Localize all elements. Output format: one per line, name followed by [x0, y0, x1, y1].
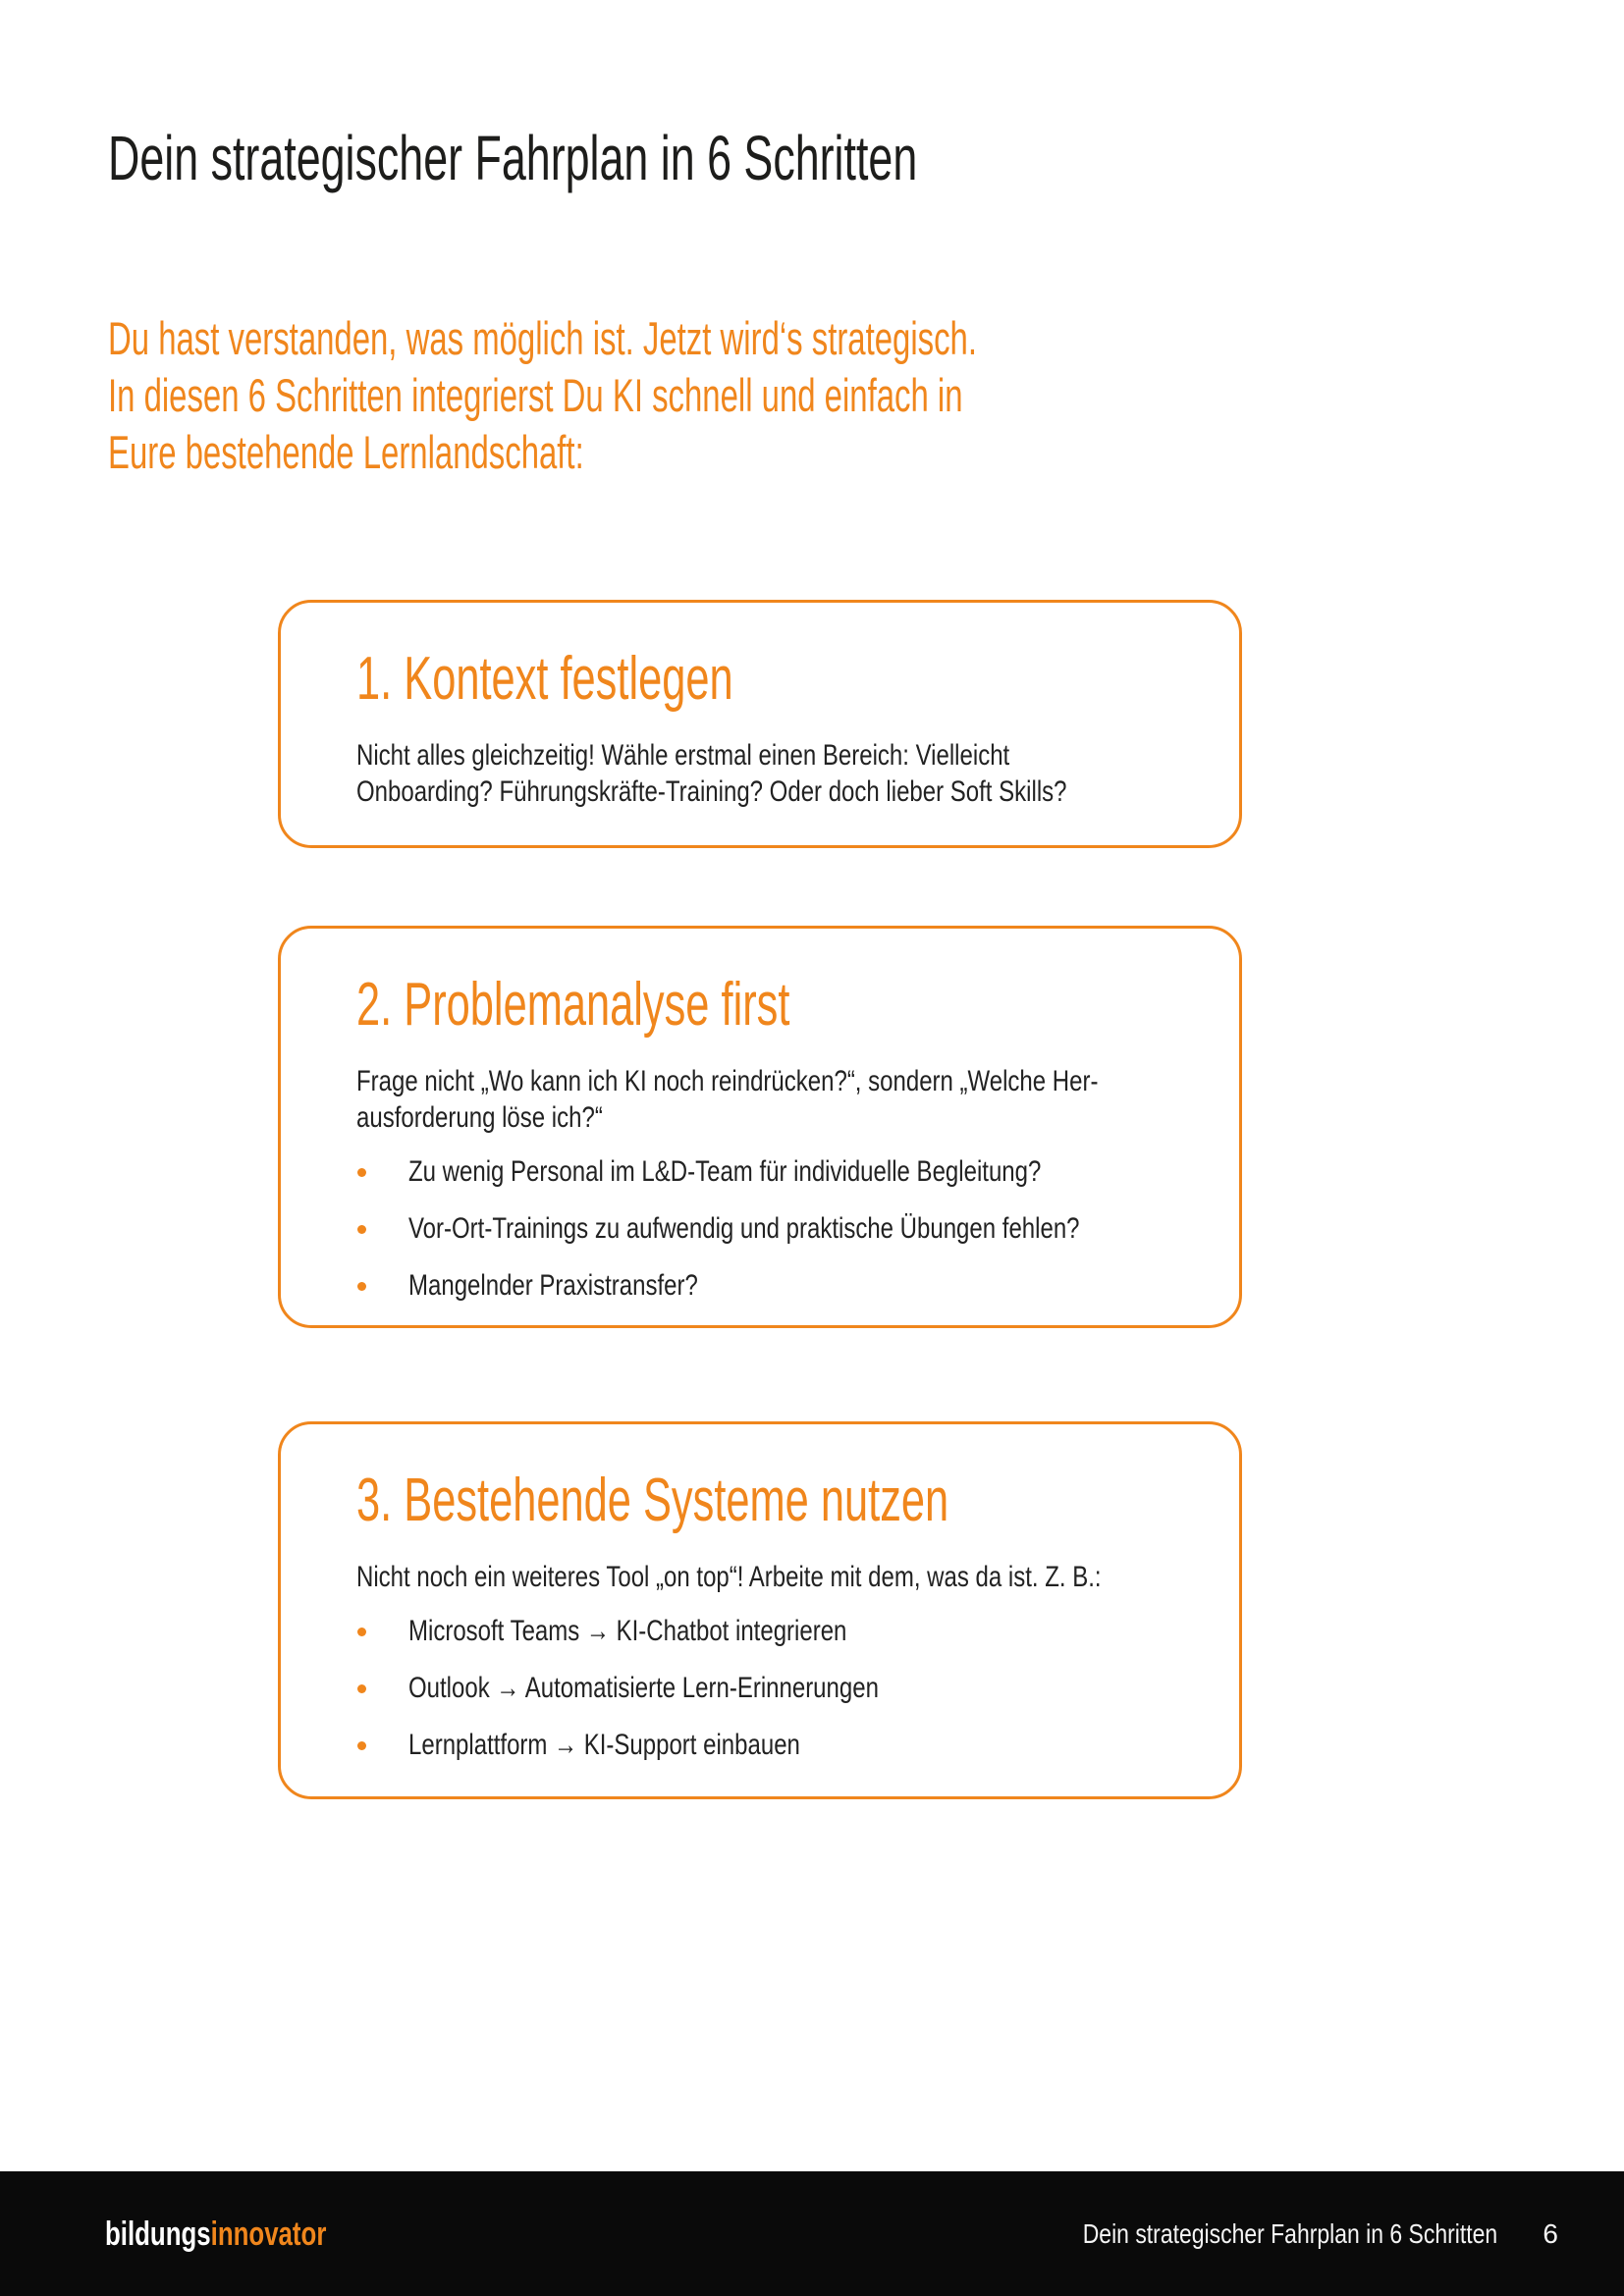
- body-line: [356, 1099, 1239, 1136]
- bullet-dot-icon: [357, 1168, 366, 1177]
- bullet-item-text: Mangelnder Praxistransfer?: [408, 1269, 698, 1302]
- body-line-text: Nicht alles gleichzeitig! Wähle erstmal einen Bereich: Vielleicht: [356, 739, 1010, 772]
- body-line: [356, 1559, 1239, 1595]
- step-3-body: [356, 1559, 1239, 1595]
- intro-line: [108, 424, 1349, 481]
- footer-bar: [0, 2171, 1624, 2296]
- bullet-item: [281, 1660, 1239, 1717]
- step-box-2: [278, 926, 1242, 1328]
- step-1-heading: [356, 645, 1239, 713]
- intro-line: [108, 367, 1349, 424]
- bullet-dot-icon: [357, 1282, 366, 1291]
- intro-line-text: In diesen 6 Schritten integrierst Du KI schnell und einfach in: [108, 369, 963, 421]
- bullet-dot-icon: [357, 1741, 366, 1750]
- body-line-text: ausforderung löse ich?“: [356, 1101, 603, 1134]
- bullet-item-text: Lernplattform → KI-Support einbauen: [408, 1729, 800, 1761]
- step-2-bullet-list: [281, 1144, 1239, 1314]
- bullet-dot-icon: [357, 1628, 366, 1636]
- brand-logo: [105, 2215, 326, 2254]
- footer-doc-title: Dein strategischer Fahrplan in 6 Schritten: [1082, 2217, 1498, 2249]
- intro-line-text: Eure bestehende Lernlandschaft:: [108, 426, 584, 478]
- step-2-heading-text: 2. Problemanalyse first: [356, 971, 790, 1039]
- body-line-text: Nicht noch ein weiteres Tool „on top“! Arbeite mit dem, was da ist. Z. B.:: [356, 1561, 1102, 1593]
- bullet-dot-icon: [357, 1225, 366, 1234]
- body-line: [356, 774, 1239, 810]
- page-title: [108, 123, 1264, 193]
- step-2-body: [356, 1063, 1239, 1136]
- brand-logo-accent: innovator: [210, 2215, 327, 2253]
- step-3-heading: [356, 1467, 1239, 1534]
- body-line: [356, 1063, 1239, 1099]
- bullet-item: [281, 1257, 1239, 1314]
- bullet-dot-icon: [357, 1684, 366, 1693]
- bullet-item-text: Outlook → Automatisierte Lern-Erinnerungen: [408, 1672, 879, 1704]
- bullet-item-text: Microsoft Teams → KI-Chatbot integrieren: [408, 1615, 847, 1647]
- intro-line: [108, 310, 1349, 367]
- bullet-item: [281, 1603, 1239, 1660]
- intro-paragraph: [108, 310, 1349, 481]
- footer-right-group: [992, 2217, 1558, 2251]
- step-2-heading: [356, 971, 1239, 1039]
- page-title-text: Dein strategischer Fahrplan in 6 Schritten: [108, 123, 918, 193]
- step-1-body: [356, 737, 1239, 810]
- step-box-3: [278, 1421, 1242, 1799]
- page-number: 6: [1543, 2217, 1558, 2249]
- bullet-item-text: Vor-Ort-Trainings zu aufwendig und praktische Übungen fehlen?: [408, 1212, 1080, 1245]
- step-3-bullet-list: [281, 1603, 1239, 1774]
- bullet-item: [281, 1144, 1239, 1201]
- body-line-text: Frage nicht „Wo kann ich KI noch reindrücken?“, sondern „Welche Her-: [356, 1065, 1099, 1097]
- body-line-text: Onboarding? Führungskräfte-Training? Oder doch lieber Soft Skills?: [356, 775, 1067, 808]
- bullet-item: [281, 1201, 1239, 1257]
- step-1-heading-text: 1. Kontext festlegen: [356, 645, 733, 713]
- bullet-item-text: Zu wenig Personal im L&D-Team für individuelle Begleitung?: [408, 1155, 1042, 1188]
- step-box-1: [278, 600, 1242, 848]
- body-line: [356, 737, 1239, 774]
- step-3-heading-text: 3. Bestehende Systeme nutzen: [356, 1467, 949, 1534]
- brand-logo-primary: bildungs: [105, 2215, 211, 2253]
- bullet-item: [281, 1717, 1239, 1774]
- intro-line-text: Du hast verstanden, was möglich ist. Jetzt wird‘s strategisch.: [108, 312, 977, 364]
